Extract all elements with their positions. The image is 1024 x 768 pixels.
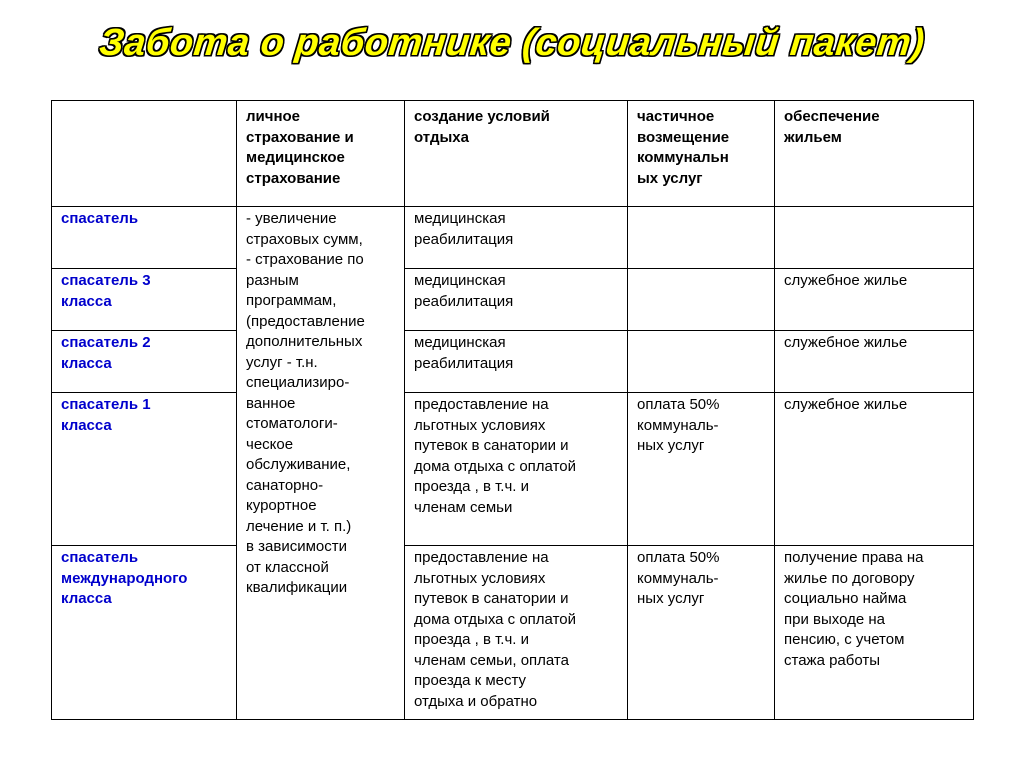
table-row <box>52 331 974 393</box>
slide-title: Забота о работнике (социальный пакет) <box>97 22 927 64</box>
table-row <box>52 207 974 269</box>
rest-cell: предоставление на льготных условиях путевок в санатории и дома отдыха с оплатой проезда , в т.ч. и членам семьи <box>405 393 628 546</box>
table-header-row <box>52 101 974 207</box>
header-cell-rest: создание условий отдыха <box>405 101 628 207</box>
utilities-cell <box>628 269 775 331</box>
row-label: спасатель 2 класса <box>52 331 237 393</box>
housing-cell: служебное жилье <box>775 269 974 331</box>
insurance-cell: - увеличение страховых сумм, - страхование по разным программам, (предоставление дополнительных услуг - т.н. специализиро- ванное стоматологи- ческое обслуживание, санаторно- курортное лечение и т. п.) в зависимости от классной квалификации <box>237 207 405 720</box>
housing-cell: служебное жилье <box>775 393 974 546</box>
rest-cell: медицинская реабилитация <box>405 207 628 269</box>
row-label: спасатель <box>52 207 237 269</box>
housing-cell: получение права на жилье по договору социально найма при выходе на пенсию, с учетом стажа работы <box>775 546 974 720</box>
header-cell-insurance: личное страхование и медицинское страхование <box>237 101 405 207</box>
row-label: спасатель международного класса <box>52 546 237 720</box>
row-label: спасатель 3 класса <box>52 269 237 331</box>
housing-cell: служебное жилье <box>775 331 974 393</box>
table-row <box>52 269 974 331</box>
rest-cell: медицинская реабилитация <box>405 331 628 393</box>
rest-cell: предоставление на льготных условиях путевок в санатории и дома отдыха с оплатой проезда , в т.ч. и членам семьи, оплата проезда к месту отдыха и обратно <box>405 546 628 720</box>
table-row <box>52 393 974 546</box>
table-row <box>52 546 974 720</box>
social-package-table <box>51 100 974 720</box>
utilities-cell: оплата 50% коммуналь- ных услуг <box>628 546 775 720</box>
utilities-cell: оплата 50% коммуналь- ных услуг <box>628 393 775 546</box>
rest-cell: медицинская реабилитация <box>405 269 628 331</box>
utilities-cell <box>628 207 775 269</box>
header-cell-housing: обеспечение жильем <box>775 101 974 207</box>
housing-cell <box>775 207 974 269</box>
row-label: спасатель 1 класса <box>52 393 237 546</box>
header-cell-utilities: частичное возмещение коммунальн ых услуг <box>628 101 775 207</box>
header-cell-empty <box>52 101 237 207</box>
utilities-cell <box>628 331 775 393</box>
